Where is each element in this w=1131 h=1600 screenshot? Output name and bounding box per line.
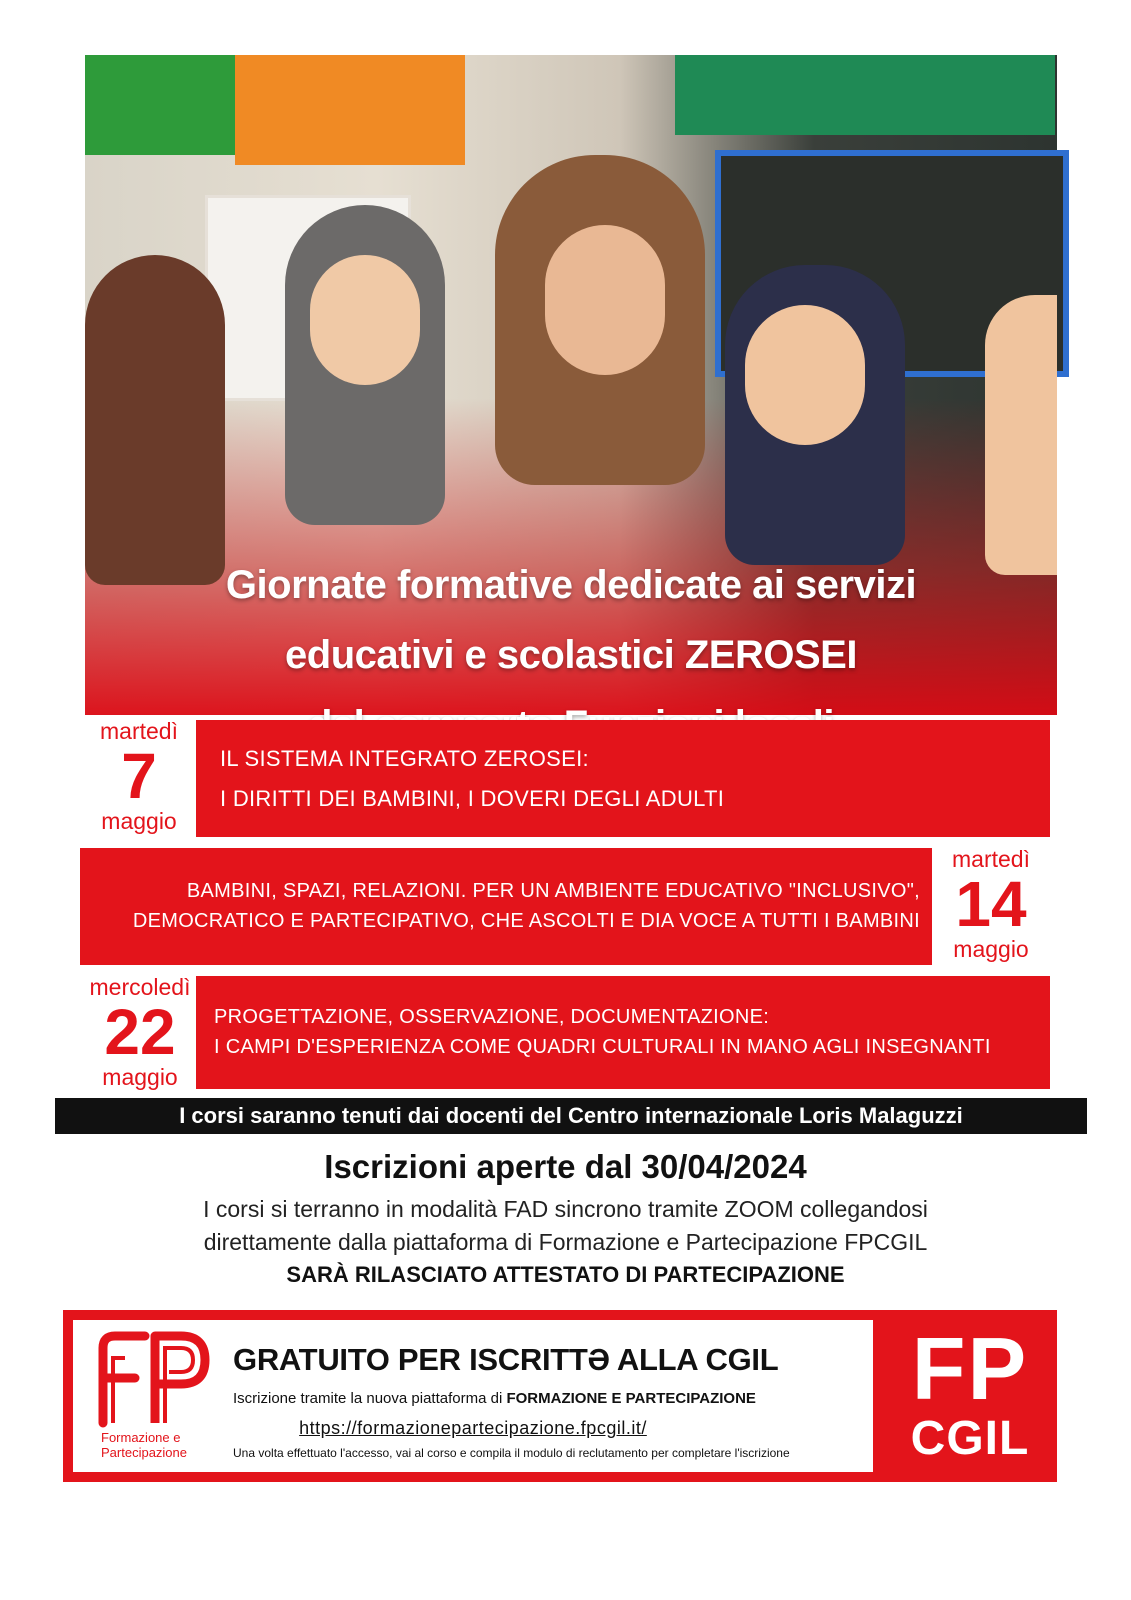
footer-box (63, 1310, 1057, 1482)
wall-decoration (85, 55, 235, 155)
child-figure (85, 255, 225, 585)
teacher-face (545, 225, 665, 375)
session-topic-line: I CAMPI D'ESPERIENZA COME QUADRI CULTURALI IN MANO AGLI INSEGNANTI (214, 1036, 991, 1058)
registration-note: Una volta effettuato l'accesso, vai al corso e compila il modulo di reclutamento per completare l'iscrizione (233, 1446, 790, 1460)
formazione-partecipazione-logo-icon (93, 1328, 213, 1428)
session-weekday: martedì (952, 846, 1030, 872)
session-topic-line: BAMBINI, SPAZI, RELAZIONI. PER UN AMBIENTE EDUCATIVO "INCLUSIVO", (186, 880, 920, 902)
registration-info-line: direttamente dalla piattaforma di Formazione e Partecipazione FPCGIL (203, 1229, 928, 1255)
teachers-banner: I corsi saranno tenuti dai docenti del Centro internazionale Loris Malaguzzi (55, 1098, 1087, 1134)
session-1-topic (196, 720, 1050, 837)
session-topic-line: IL SISTEMA INTEGRATO ZEROSEI: (220, 746, 589, 771)
wall-decoration (235, 55, 465, 165)
session-month: maggio (102, 1064, 178, 1090)
registration-info-line: I corsi si terranno in modalità FAD sincrono tramite ZOOM collegandosi (203, 1196, 928, 1222)
session-month: maggio (101, 808, 177, 834)
wall-decoration (675, 55, 1055, 135)
session-day: 22 (104, 996, 176, 1068)
child-face (745, 305, 865, 445)
logo-caption-line: Formazione e (101, 1430, 181, 1445)
platform-name: FORMAZIONE E PARTECIPAZIONE (506, 1390, 756, 1407)
logo-caption-line: Partecipazione (101, 1445, 187, 1460)
child-face (310, 255, 420, 385)
brand-cgil: CGIL (910, 1412, 1030, 1465)
session-3-topic (196, 976, 1050, 1089)
platform-prefix: Iscrizione tramite la nuova piattaforma di (233, 1390, 503, 1407)
platform-line (233, 1390, 756, 1407)
footer-panel (73, 1320, 873, 1472)
fp-cgil-logo (883, 1310, 1057, 1482)
session-topic-line: DEMOCRATICO E PARTECIPATIVO, CHE ASCOLTI E DIA VOCE A TUTTI I BAMBINI (132, 910, 920, 932)
certificate-note: SARÀ RILASCIATO ATTESTATO DI PARTECIPAZIONE (286, 1262, 845, 1287)
session-day: 7 (121, 740, 157, 812)
registration-title: Iscrizioni aperte dal 30/04/2024 (324, 1148, 807, 1185)
hero-photo (85, 55, 1057, 715)
session-3-date (78, 974, 202, 1090)
registration-url-link[interactable]: https://formazionepartecipazione.fpcgil.it/ (299, 1418, 647, 1438)
free-for-members-title: GRATUITO PER ISCRITTƏ ALLA CGIL (233, 1342, 779, 1377)
session-month: maggio (953, 936, 1029, 962)
session-2-topic (80, 848, 932, 965)
session-day: 14 (955, 868, 1027, 940)
session-topic-line: PROGETTAZIONE, OSSERVAZIONE, DOCUMENTAZIONE: (214, 1006, 770, 1028)
hero-title-line: Giornate formative dedicate ai servizi (225, 563, 917, 607)
session-1-date (80, 718, 198, 834)
child-figure (985, 295, 1057, 575)
session-weekday: martedì (100, 718, 178, 744)
session-2-date (932, 846, 1050, 962)
session-weekday: mercoledì (89, 974, 191, 1000)
hero-title-line: educativi e scolastici ZEROSEI (285, 633, 857, 677)
brand-fp: FP (911, 1319, 1029, 1418)
session-topic-line: I DIRITTI DEI BAMBINI, I DOVERI DEGLI ADULTI (220, 786, 725, 811)
